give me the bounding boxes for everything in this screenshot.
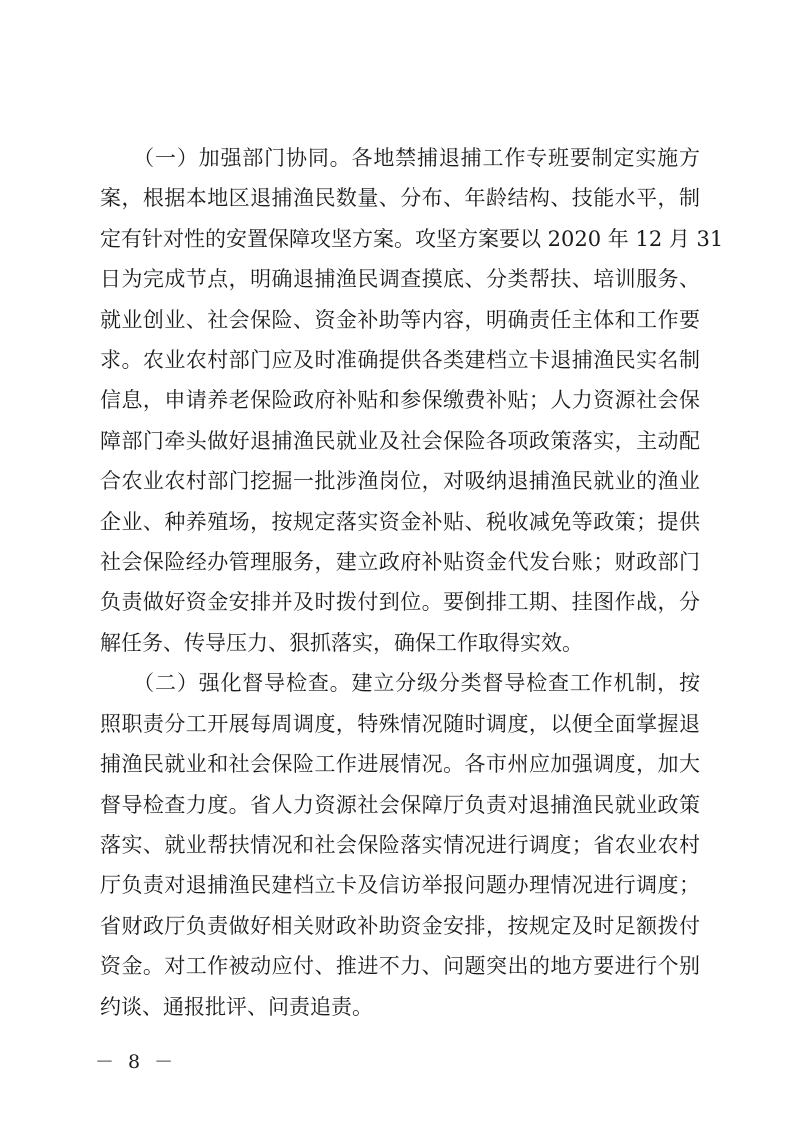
text-line: （二）强化督导检查。建立分级分类督导检查工作机制，按 <box>100 671 700 696</box>
text-line: 就业创业、社会保险、资金补助等内容，明确责任主体和工作要 <box>100 307 700 332</box>
text-line: 障部门牵头做好退捕渔民就业及社会保险各项政策落实，主动配 <box>100 428 700 453</box>
text-line: 定有针对性的安置保障攻坚方案。攻坚方案要以 2020 年 12 月 31 <box>100 226 724 251</box>
text-line: 省财政厅负责做好相关财政补助资金安排，按规定及时足额拨付 <box>100 913 700 938</box>
text-line: 案，根据本地区退捕渔民数量、分布、年龄结构、技能水平，制 <box>100 186 700 211</box>
text-line: （一）加强部门协同。各地禁捕退捕工作专班要制定实施方 <box>100 146 700 170</box>
text-line: 捕渔民就业和社会保险工作进展情况。各市州应加强调度，加大 <box>100 752 700 777</box>
text-line: 解任务、传导压力、狠抓落实，确保工作取得实效。 <box>100 630 583 655</box>
text-line: 负责做好资金安排并及时拨付到位。要倒排工期、挂图作战，分 <box>100 590 700 615</box>
text-line: 信息，申请养老保险政府补贴和参保缴费补贴；人力资源社会保 <box>100 388 700 413</box>
text-line: 约谈、通报批评、问责追责。 <box>100 994 373 1019</box>
text-line: 督导检查力度。省人力资源社会保障厅负责对退捕渔民就业政策 <box>100 792 700 817</box>
text-line: 资金。对工作被动应付、推进不力、问题突出的地方要进行个别 <box>100 954 700 979</box>
text-line: 厅负责对退捕渔民建档立卡及信访举报问题办理情况进行调度； <box>100 873 700 898</box>
text-line: 社会保险经办管理服务，建立政府补贴资金代发台账；财政部门 <box>100 550 700 575</box>
paragraph-2 <box>100 663 700 1027</box>
document-body <box>100 138 724 1027</box>
text-line: 照职责分工开展每周调度，特殊情况随时调度，以便全面掌握退 <box>100 711 700 736</box>
paragraph-1 <box>100 138 724 663</box>
text-line: 企业、种养殖场，按规定落实资金补贴、税收减免等政策；提供 <box>100 509 700 534</box>
text-line: 落实、就业帮扶情况和社会保险落实情况进行调度；省农业农村 <box>100 832 700 857</box>
text-line: 合农业农村部门挖掘一批涉渔岗位，对吸纳退捕渔民就业的渔业 <box>100 469 700 494</box>
page-number: － 8 － <box>95 1051 178 1073</box>
text-line: 求。农业农村部门应及时准确提供各类建档立卡退捕渔民实名制 <box>100 348 700 373</box>
text-line: 日为完成节点，明确退捕渔民调查摸底、分类帮扶、培训服务、 <box>100 267 700 292</box>
